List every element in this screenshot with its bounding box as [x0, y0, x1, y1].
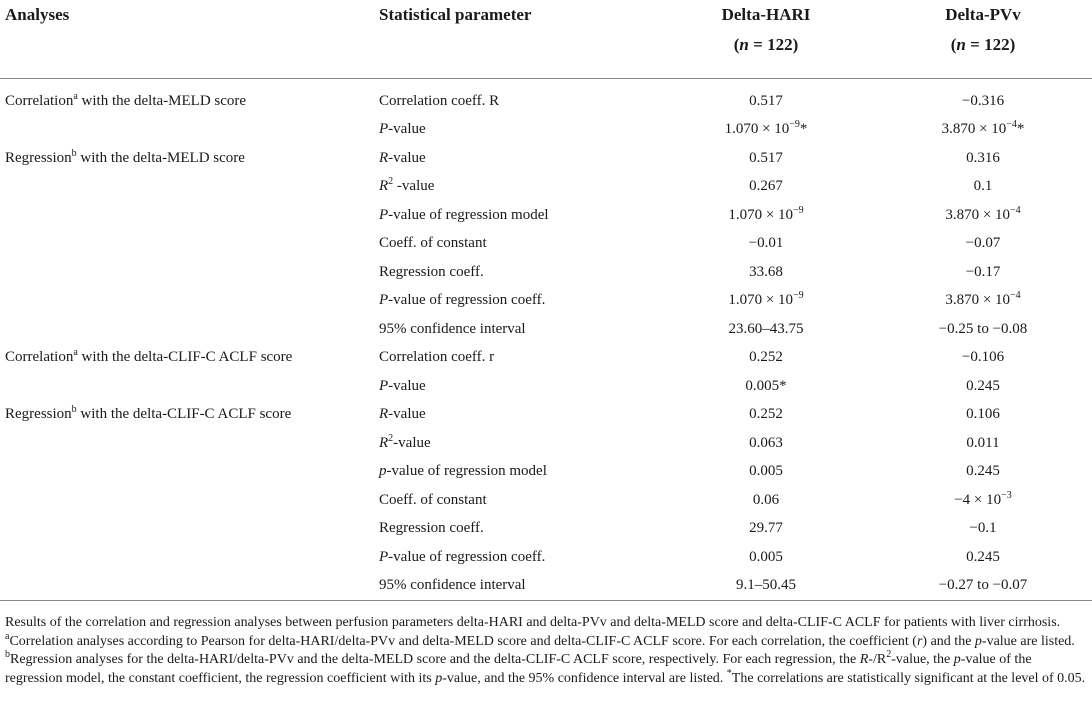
header-delta-hari: Delta-HARI (n = 122)	[658, 0, 874, 79]
cell-parameter: Coeff. of constant	[379, 235, 487, 252]
table-row	[0, 515, 1092, 544]
table-row	[0, 258, 1092, 287]
table-row	[0, 429, 1092, 458]
cell-delta-pvv: 0.011	[966, 434, 1000, 451]
cell-parameter: 95% confidence interval	[379, 577, 526, 594]
cell-delta-hari: 0.005*	[745, 377, 787, 394]
cell-delta-pvv: 0.245	[966, 548, 1000, 565]
cell-analysis	[0, 372, 376, 401]
cell-analysis: Regression$^b$ with the delta-CLIF-C ACLF score	[5, 404, 292, 423]
cell-delta-pvv: 0.106	[966, 406, 1000, 423]
cell-delta-hari: 0.005	[749, 548, 783, 565]
cell-delta-pvv: −0.07	[965, 235, 1001, 252]
cell-delta-hari: −0.01	[748, 235, 784, 252]
cell-delta-pvv: −0.25 to −0.08	[938, 320, 1028, 337]
cell-delta-hari: $1.070 \times 10^{-9}*$	[724, 119, 808, 138]
cell-analysis	[0, 315, 376, 344]
cell-analysis	[0, 515, 376, 544]
table-row	[0, 572, 1092, 601]
cell-delta-pvv: $3.870 \times 10^{-4}$	[945, 290, 1021, 309]
cell-parameter: Coeff. of constant	[379, 491, 487, 508]
cell-analysis	[0, 173, 376, 202]
cell-parameter: $R^2$ -value	[379, 176, 435, 195]
cell-analysis	[0, 116, 376, 145]
cell-analysis	[0, 429, 376, 458]
cell-parameter: P-value of regression coeff.	[379, 548, 546, 565]
table-row	[0, 543, 1092, 572]
cell-analysis: Regression$^b$ with the delta-MELD score	[5, 147, 245, 166]
cell-delta-hari: 9.1–50.45	[736, 577, 796, 594]
header-delta-pvv: Delta-PVv (n = 122)	[874, 0, 1092, 79]
cell-analysis	[0, 486, 376, 515]
cell-delta-hari: 0.252	[749, 349, 783, 366]
cell-delta-hari: 0.517	[749, 92, 783, 109]
cell-delta-pvv: 0.1	[973, 178, 993, 195]
table-row	[0, 486, 1092, 515]
table-row	[0, 144, 1092, 173]
table-row	[0, 287, 1092, 316]
cell-delta-hari: 33.68	[749, 263, 783, 280]
table-row	[0, 458, 1092, 487]
cell-parameter: Regression coeff.	[379, 263, 484, 280]
cell-delta-hari: 0.005	[749, 463, 783, 480]
cell-delta-pvv: 0.245	[966, 377, 1000, 394]
cell-delta-pvv: −0.1	[969, 520, 997, 537]
cell-delta-pvv: −0.27 to −0.07	[938, 577, 1028, 594]
cell-parameter: P-value of regression model	[379, 206, 549, 223]
header-delta-hari-n: (n = 122)	[733, 35, 799, 54]
table-footnotes	[5, 614, 1087, 688]
table-row	[0, 344, 1092, 373]
table-row	[0, 79, 1092, 116]
cell-parameter: P-value of regression coeff.	[379, 292, 546, 309]
cell-delta-hari: 0.267	[749, 178, 783, 195]
cell-delta-pvv: −0.17	[965, 263, 1001, 280]
cell-delta-hari: 0.252	[749, 406, 783, 423]
cell-delta-hari: $1.070 \times 10^{-9}$	[728, 290, 804, 309]
cell-analysis	[0, 287, 376, 316]
table-row	[0, 116, 1092, 145]
cell-delta-pvv: $3.870 \times 10^{-4}$	[945, 204, 1021, 223]
table-row	[0, 173, 1092, 202]
cell-parameter: 95% confidence interval	[379, 320, 526, 337]
header-statistical-parameter: Statistical parameter	[379, 5, 532, 24]
cell-parameter: P-value	[379, 121, 426, 138]
cell-delta-hari: 0.063	[749, 434, 783, 451]
cell-delta-hari: $1.070 \times 10^{-9}$	[728, 204, 804, 223]
header-analyses: Analyses	[5, 5, 70, 24]
cell-analysis	[0, 230, 376, 259]
cell-delta-pvv: 0.316	[966, 149, 1000, 166]
cell-analysis	[0, 572, 376, 601]
footnote-a-b-star: $^a$Correlation analyses according to Pearson for delta-HARI/delta-PVv and delta-MELD score and delta-CLIF-C ACLF score. For each correlation, the coefficient (r) and the p-value are listed. $^b$Regression analyses for the delta-HARI/delta-PVv and the delta-MELD score and the delta-CLIF-C ACLF score, respectively. For each regression, the $R-/R^2$-value, the p-value of the regression model, the constant coefficient, the regression coefficient with its p-value, and the 95% confidence interval are listed. *The correlations are statistically significant at the level of 0.05.	[5, 630, 1086, 686]
cell-delta-hari: 0.517	[749, 149, 783, 166]
table-row	[0, 201, 1092, 230]
cell-delta-hari: 0.06	[752, 491, 780, 508]
cell-delta-pvv: 0.245	[966, 463, 1000, 480]
table-header-row	[0, 0, 1092, 79]
cell-parameter: R-value	[379, 406, 426, 423]
cell-parameter: R-value	[379, 149, 426, 166]
cell-analysis	[0, 258, 376, 287]
cell-analysis	[0, 543, 376, 572]
cell-delta-hari: 29.77	[749, 520, 783, 537]
table-row	[0, 401, 1092, 430]
cell-delta-pvv: $-4 \times 10^{-3}$	[954, 489, 1012, 508]
cell-delta-pvv: −0.106	[961, 349, 1005, 366]
cell-parameter: P-value	[379, 377, 426, 394]
cell-parameter: Regression coeff.	[379, 520, 484, 537]
cell-parameter: $R^2$-value	[379, 432, 431, 451]
cell-delta-pvv: −0.316	[961, 92, 1005, 109]
cell-analysis	[0, 201, 376, 230]
cell-analysis	[0, 458, 376, 487]
table-row	[0, 372, 1092, 401]
footnote-summary: Results of the correlation and regression analyses between perfusion parameters delta-HARI and delta-PVv and delta-MELD score and delta-CLIF-C ACLF for patients with liver cirrhosis.	[5, 615, 1061, 630]
cell-delta-pvv: $3.870 \times 10^{-4}*$	[941, 119, 1025, 138]
table-row	[0, 230, 1092, 259]
cell-parameter: Correlation coeff. R	[379, 92, 500, 109]
cell-analysis: Correlation$^a$ with the delta-CLIF-C ACLF score	[5, 347, 293, 366]
table-body	[0, 79, 1092, 601]
header-delta-pvv-n: (n = 122)	[950, 35, 1016, 54]
cell-parameter: Correlation coeff. r	[379, 349, 495, 366]
table-row	[0, 315, 1092, 344]
cell-parameter: p-value of regression model	[379, 463, 547, 480]
cell-analysis: Correlation$^a$ with the delta-MELD score	[5, 90, 247, 109]
cell-delta-hari: 23.60–43.75	[728, 320, 804, 337]
